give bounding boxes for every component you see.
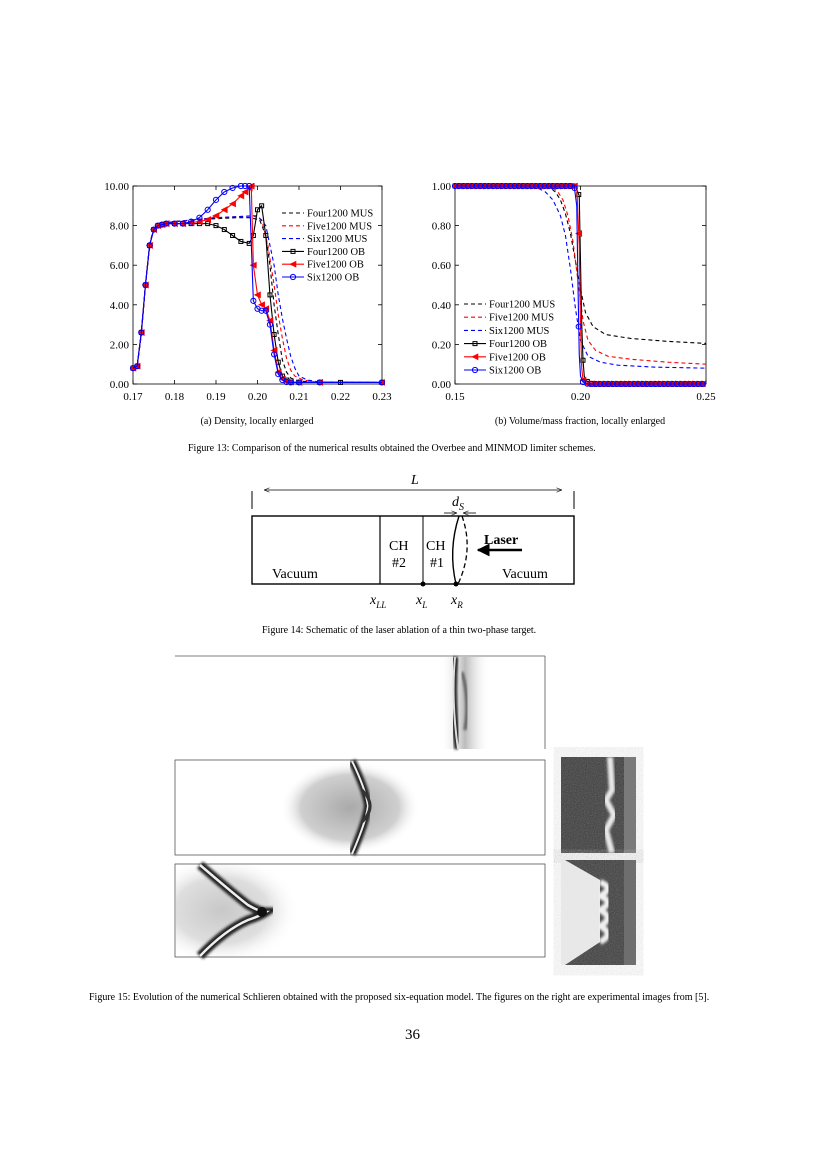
chart1-ytick-label: 0.80 [431,220,451,233]
chart1-legend-label-0: Four1200 MUS [489,299,556,311]
ch1-label-1: CH [426,539,446,554]
page-number: 36 [405,1027,420,1043]
xr-label: $x_R$ [451,593,463,610]
vacuum-left-label: Vacuum [272,567,318,582]
chart0-ytick-label: 4.00 [109,299,129,312]
chart1-ytick-label: 0.20 [431,339,451,352]
schlieren-panel-1 [175,656,545,749]
chart0-xtick-label: 0.23 [372,391,392,403]
chart0-legend-label-5: Six1200 OB [307,272,360,284]
chart0-ytick-label: 0.00 [109,379,129,391]
schlieren-panel-3 [175,864,545,957]
chart0-legend-label-3: Four1200 OB [307,246,366,258]
chart0-xtick-label: 0.19 [206,391,226,403]
l-label: L [411,473,419,488]
chart1-xtick-label: 0.25 [696,391,716,403]
figure14-caption: Figure 14: Schematic of the laser ablation of a thin two-phase target. [262,625,537,636]
chart1-legend-label-2: Six1200 MUS [489,325,550,337]
chart0-legend-label-2: Six1200 MUS [307,234,368,246]
ch1-label-2: #1 [430,556,444,571]
chart0-ytick-label: 6.00 [109,260,129,273]
chart0-xtick-label: 0.20 [247,391,268,403]
chart1-legend-label-1: Five1200 MUS [489,312,555,324]
chart1-ytick-label: 0.40 [431,299,451,312]
chart1-xtick-label: 0.15 [445,391,465,403]
experimental-image-1 [561,757,636,853]
ch2-label-1: CH [389,539,409,554]
chart0-xtick-label: 0.22 [330,391,351,403]
ch2-label-2: #2 [392,556,406,571]
laser-label: Laser [484,533,519,548]
ds-label: $d_S$ [452,495,464,513]
chart0-legend-label-0: Four1200 MUS [307,208,374,220]
xl-label: $x_L$ [416,593,428,610]
xll-label: $x_{LL}$ [370,593,387,610]
vacuum-right-label: Vacuum [502,567,548,582]
chart0-xtick-label: 0.17 [123,391,143,403]
chart0-legend-label-1: Five1200 MUS [307,221,373,233]
chart1-ytick-label: 1.00 [431,181,451,193]
subcaption-b: (b) Volume/mass fraction, locally enlarged [494,416,666,427]
subcaption-a: (a) Density, locally enlarged [200,416,314,427]
chart1-legend-label-4: Five1200 OB [489,352,546,364]
figure15-caption: Figure 15: Evolution of the numerical Schlieren obtained with the proposed six-equation model. The figures on the right are experimental images from [5]. [89,992,710,1003]
chart0-legend-label-4: Five1200 OB [307,259,364,271]
chart1-legend-label-5: Six1200 OB [489,365,542,377]
chart0-ytick-label: 2.00 [109,339,129,352]
chart0-xtick-label: 0.18 [164,391,185,403]
chart0-ytick-label: 8.00 [109,220,129,233]
chart0-ytick-label: 10.00 [104,181,129,193]
figure13-caption: Figure 13: Comparison of the numerical results obtained the Overbee and MINMOD limiter schemes. [188,443,596,454]
chart1-ytick-label: 0.00 [431,379,451,391]
chart1-xtick-label: 0.20 [570,391,591,403]
schlieren-panel-2 [175,760,545,855]
chart0-xtick-label: 0.21 [289,391,309,403]
chart1-legend-label-3: Four1200 OB [489,339,548,351]
chart1-ytick-label: 0.60 [431,260,451,273]
experimental-image-2 [561,860,636,965]
